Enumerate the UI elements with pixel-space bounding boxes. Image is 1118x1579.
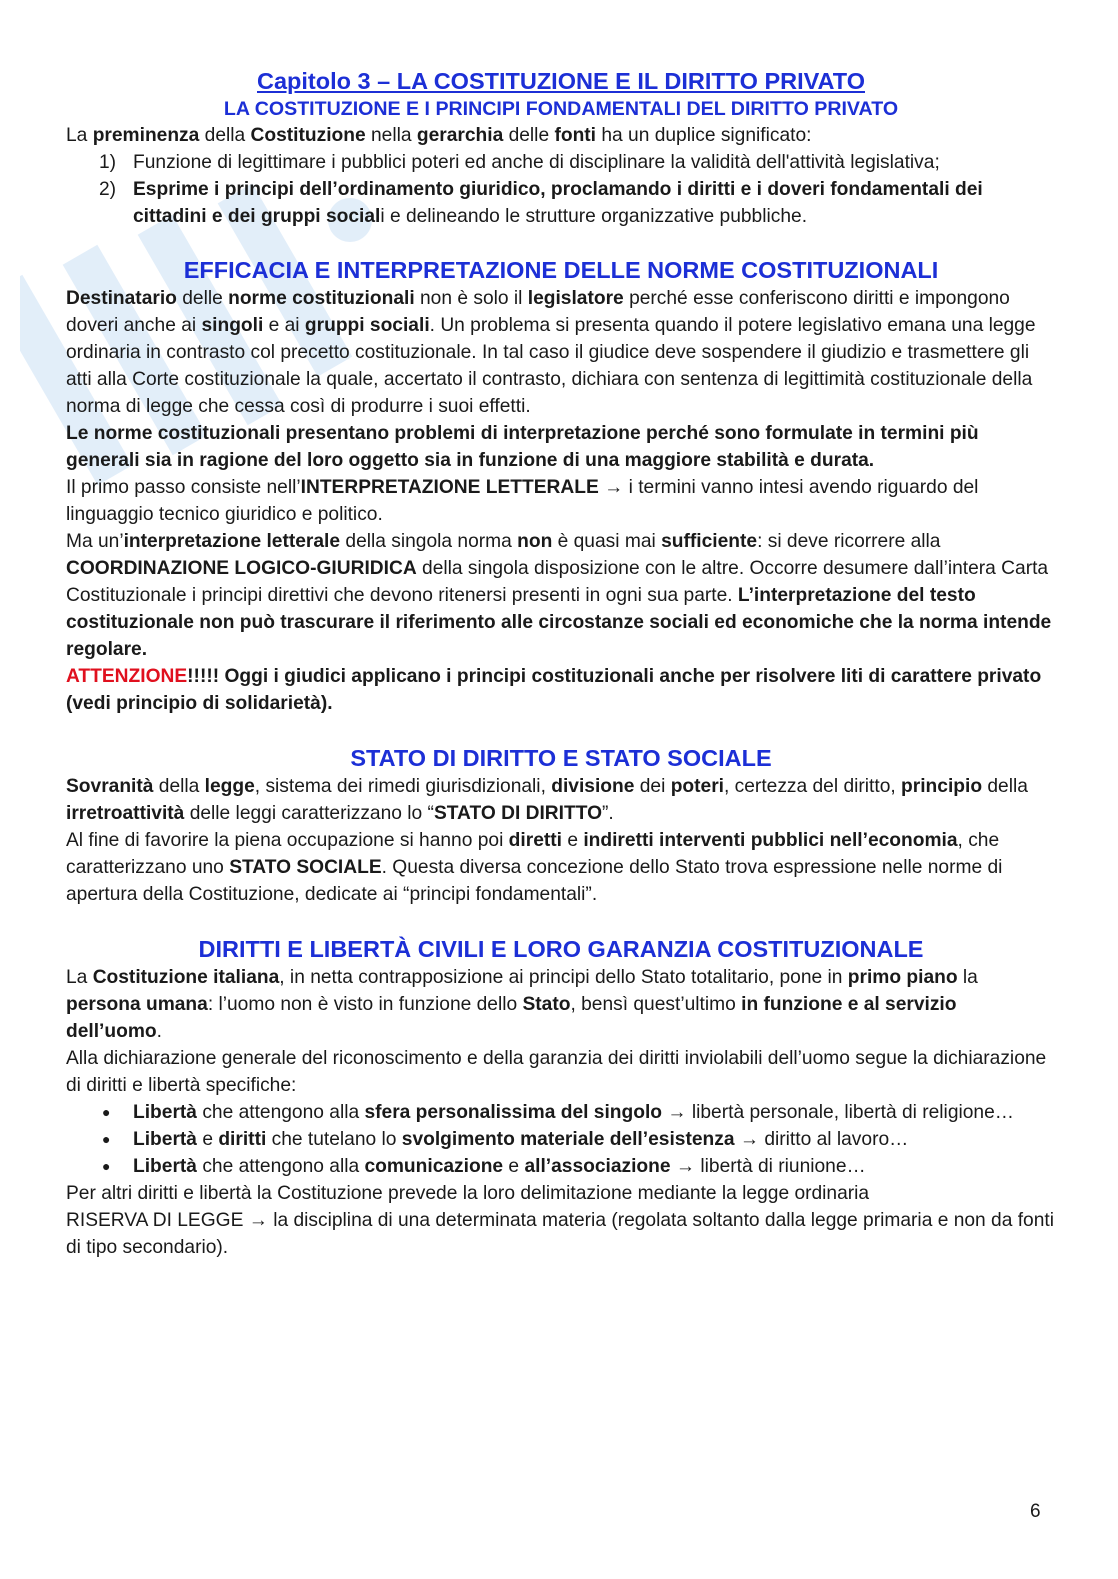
chapter-subtitle: LA COSTITUZIONE E I PRINCIPI FONDAMENTALI DEL DIRITTO PRIVATO bbox=[223, 98, 899, 120]
bullet-icon: ● bbox=[102, 1131, 111, 1147]
section-heading-efficacia: EFFICACIA E INTERPRETAZIONE DELLE NORME COSTITUZIONALI bbox=[183, 257, 939, 283]
section1-paragraph-4: Ma un’interpretazione letterale della singola norma non è quasi mai sufficiente: si deve ricorrere alla COORDINAZIONE LOGICO-GIURIDICA della singola disposizione con le altre. Occorre desumere dall’intera Carta Costituzionale i principi direttivi che devono ritenersi presenti in ogni sua parte. L’interpretazione del testo costituzionale non può trascurare il riferimento alle circostanze sociali ed economiche che la norma intende regolare. bbox=[66, 531, 1052, 660]
section-heading-diritti: DIRITTI E LIBERTÀ CIVILI E LORO GARANZIA COSTITUZIONALE bbox=[198, 936, 924, 962]
intro-paragraph: La preminenza della Costituzione nella gerarchia delle fonti ha un duplice significato: bbox=[66, 125, 812, 146]
section1-paragraph-3: Il primo passo consiste nell’INTERPRETAZIONE LETTERALE → i termini vanno intesi avendo riguardo del linguaggio tecnico giuridico e politico. bbox=[66, 477, 979, 525]
section3-paragraph-1: La Costituzione italiana, in netta contrapposizione ai principi dello Stato totalitario, pone in primo piano la persona umana: l’uomo non è visto in funzione dello Stato, bensì quest’ultimo in funzione e al servizio dell’uomo. bbox=[66, 967, 978, 1042]
bullet-icon: ● bbox=[102, 1158, 111, 1174]
attention-label: ATTENZIONE bbox=[66, 666, 188, 687]
section2-paragraph-2: Al fine di favorire la piena occupazione si hanno poi diretti e indiretti interventi pubblici nell’economia, che caratterizzano uno STATO SOCIALE. Questa diversa concezione dello Stato trova espressione nelle norme di apertura della Costituzione, dedicate ai “principi fondamentali”. bbox=[66, 830, 1003, 905]
list-marker: 2) bbox=[99, 179, 117, 200]
section-heading-stato: STATO DI DIRITTO E STATO SOCIALE bbox=[350, 745, 772, 771]
section3-paragraph-2: Alla dichiarazione generale del riconoscimento e della garanzia dei diritti inviolabili dell’uomo segue la dichiarazione di diritti e libertà specifiche: bbox=[66, 1048, 1047, 1096]
page-content bbox=[66, 66, 1056, 1261]
chapter-title: Capitolo 3 – LA COSTITUZIONE E IL DIRITTO PRIVATO bbox=[257, 68, 865, 94]
attention-paragraph: ATTENZIONE!!!!! Oggi i giudici applicano i principi costituzionali anche per risolvere liti di carattere privato (vedi principio di solidarietà). bbox=[66, 666, 1042, 714]
section1-paragraph-2: Le norme costituzionali presentano problemi di interpretazione perché sono formulate in termini più generali sia in ragione del loro oggetto sia in funzione di una maggiore stabilità e durata. bbox=[66, 423, 979, 471]
list-marker: 1) bbox=[99, 152, 117, 173]
list-item: ● Libertà e diritti che tutelano lo svolgimento materiale dell’esistenza → diritto al lavoro… bbox=[66, 1126, 1056, 1153]
section3-paragraph-3: Per altri diritti e libertà la Costituzione prevede la loro delimitazione mediante la legge ordinaria bbox=[66, 1183, 870, 1204]
list-item: 1) Funzione di legittimare i pubblici poteri ed anche di disciplinare la validità dell'attività legislativa; bbox=[66, 149, 1056, 176]
section3-paragraph-4: RISERVA DI LEGGE → la disciplina di una determinata materia (regolata soltanto dalla legge primaria e non da fonti di tipo secondario). bbox=[66, 1210, 1054, 1258]
page-number: 6 bbox=[1030, 1501, 1041, 1522]
section1-paragraph-1: Destinatario delle norme costituzionali non è solo il legislatore perché esse conferiscono diritti e impongono doveri anche ai singoli e ai gruppi sociali. Un problema si presenta quando il potere legislativo emana una legge ordinaria in contrasto col precetto costituzionale. In tal caso il giudice deve sospendere il giudizio e trasmettere gli atti alla Corte costituzionale la quale, accertato il contrasto, dichiara con sentenza di legittimità costituzionale della norma di legge che cessa così di produrre i suoi effetti. bbox=[66, 288, 1036, 417]
list-item: ● Libertà che attengono alla comunicazione e all’associazione → libertà di riunione… bbox=[66, 1153, 1056, 1180]
list-item: 2) Esprime i principi dell’ordinamento giuridico, proclamando i diritti e i doveri fondamentali dei cittadini e dei gruppi sociali e delineando le strutture organizzative pubbliche. bbox=[66, 176, 1056, 230]
list-item: ● Libertà che attengono alla sfera personalissima del singolo → libertà personale, libertà di religione… bbox=[66, 1099, 1056, 1126]
section2-paragraph-1: Sovranità della legge, sistema dei rimedi giurisdizionali, divisione dei poteri, certezza del diritto, principio della irretroattività delle leggi caratterizzano lo “STATO DI DIRITTO”. bbox=[66, 776, 1028, 824]
freedoms-list bbox=[66, 1099, 1056, 1180]
bullet-icon: ● bbox=[102, 1104, 111, 1120]
meaning-list bbox=[66, 149, 1056, 230]
